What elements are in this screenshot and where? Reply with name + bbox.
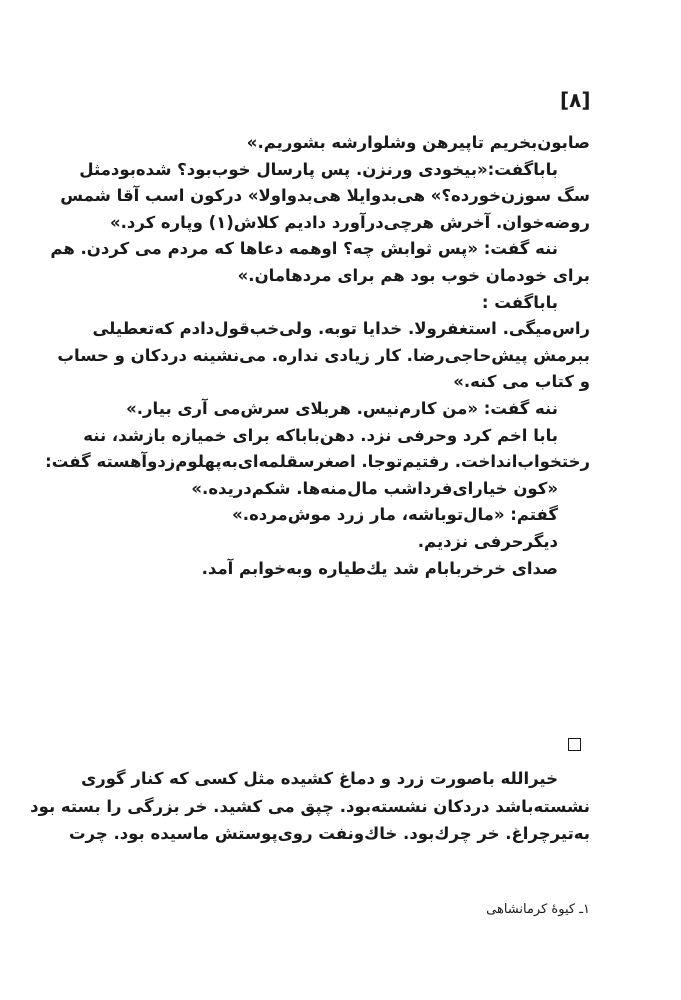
text-line: «کون خیارای‌فرداشب مال‌منه‌ها. شکم‌دریده.» — [191, 478, 558, 498]
page-number: [۸] — [560, 88, 591, 112]
text-line: بابا اخم کرد وحرفی نزد. دهن‌باباکه برای خمیازه بازشد، ننه — [83, 425, 558, 445]
text-line: ننه گفت: «من کارم‌نیس. هربلای سرش‌می آری بیار.» — [126, 398, 558, 418]
text-line: به‌تیرچراغ. خر چرك‌بود. خاك‌ونفت روی‌پوستش ماسیده بود. چرت — [68, 824, 590, 843]
text-line: ببرمش پیش‌حاجی‌رضا. کار زیادی نداره. می‌نشینه دردکان و حساب — [57, 345, 590, 365]
text-line: برای خودمان خوب بود هم برای مردهامان.» — [237, 265, 590, 285]
text-line: و کتاب می کنه.» — [453, 372, 590, 392]
main-text — [45, 130, 590, 582]
text-line: صابون‌بخریم تاپیرهن وشلوارشه بشوریم.» — [246, 133, 590, 152]
text-line: سگ سوزن‌خورده؟» هی‌بدوایلا هی‌بدواولا» درکون اسب آقا شمس — [60, 186, 590, 206]
text-line: راس‌میگی. استغفرولا. خدایا توبه. ولی‌خب‌قول‌دادم که‌تعطیلی — [92, 319, 590, 339]
text-line: خیرالله باصورت زرد و دماغ کشیده مثل کسی که کنار گوری — [81, 769, 558, 788]
text-line: صدای خرخربابام شد یك‌طیاره وبه‌خوابم آمد. — [201, 558, 558, 578]
section-break-square-icon — [568, 738, 581, 751]
text-line: رختخواب‌انداخت. رفتیم‌توجا. اصغرسقلمه‌ای‌به‌پهلوم‌زدوآهسته گفت: — [45, 452, 590, 472]
text-line: روضه‌خوان. آخرش هرچی‌درآورد دادیم کلاش(۱) وپاره کرد.» — [109, 212, 590, 232]
text-line: باباگفت:«بیخودی ورنزن. پس پارسال خوب‌بود؟ شده‌بودمثل — [79, 159, 558, 179]
second-section-text — [30, 765, 590, 848]
text-line: نشسته‌باشد دردکان نشسته‌بود. چپق می کشید. خر بزرگی را بسته بود — [30, 796, 590, 816]
text-line: گفتم: «مال‌توباشه، مار زرد موش‌مرده.» — [232, 505, 558, 525]
text-line: دیگرحرفی نزدیم. — [417, 531, 558, 551]
text-line: باباگفت : — [481, 292, 558, 312]
footnote: ۱ـ کیوهٔ کرمانشاهی — [486, 902, 590, 917]
text-line: ننه گفت: «پس ثوابش چه؟ اوهمه دعاها که مردم می کردن. هم — [50, 239, 558, 259]
